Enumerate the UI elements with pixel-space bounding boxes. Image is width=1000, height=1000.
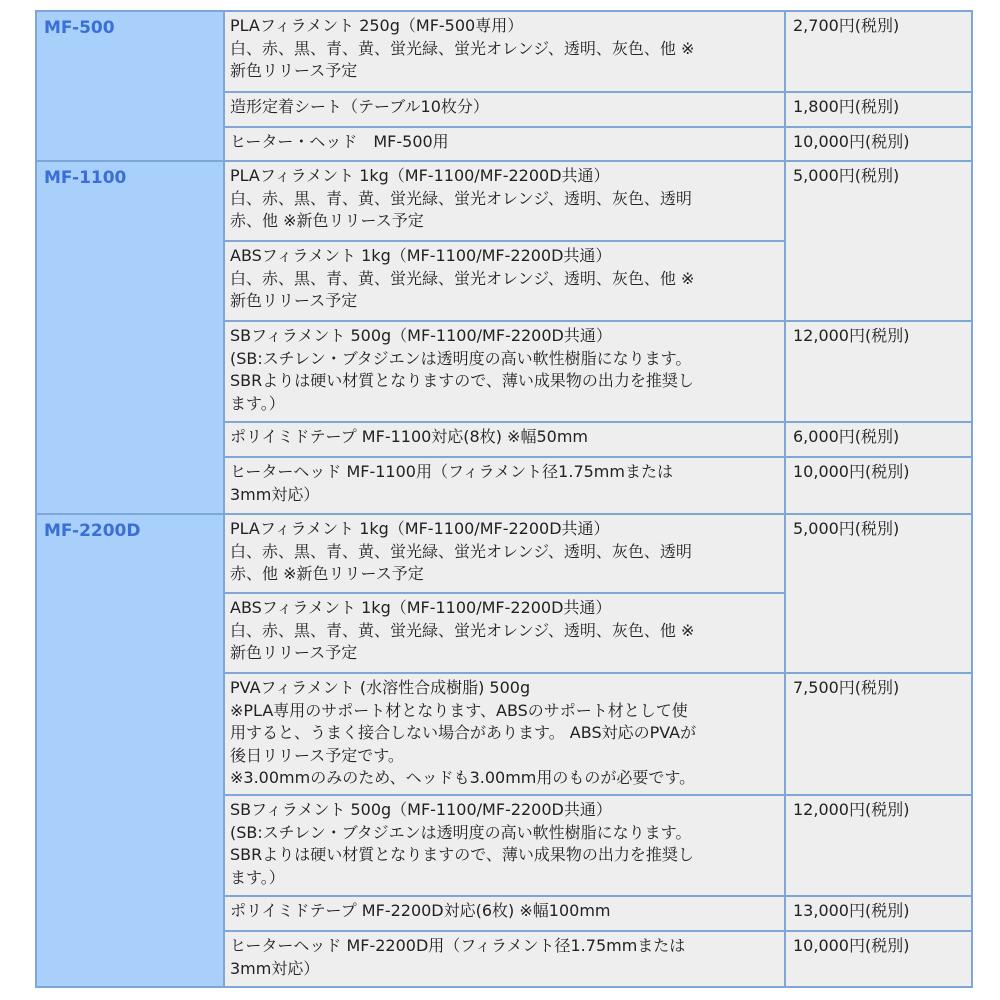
- description-line: 造形定着シート（テーブル10枚分）: [230, 97, 489, 116]
- description-line: 白、赤、黒、青、黄、蛍光緑、蛍光オレンジ、透明、灰色、他 ※: [230, 620, 695, 640]
- model-cell: MF-500: [37, 12, 225, 162]
- description-line: PLAフィラメント 1kg（MF-1100/MF-2200D共通）: [230, 519, 610, 538]
- description-cell: [225, 515, 786, 594]
- price-cell: 5,000円(税別): [786, 162, 973, 322]
- price-cell: 12,000円(税別): [786, 322, 973, 423]
- description-line: 白、赤、黒、青、黄、蛍光緑、蛍光オレンジ、透明、灰色、他 ※: [230, 38, 695, 58]
- price-table: [35, 10, 973, 988]
- price-cell: 10,000円(税別): [786, 458, 973, 515]
- model-cell: MF-1100: [37, 162, 225, 515]
- price-cell: 12,000円(税別): [786, 796, 973, 897]
- description-line: 3mm対応）: [230, 484, 320, 504]
- description-line: ポリイミドテープ MF-1100対応(8枚) ※幅50mm: [230, 427, 588, 446]
- description-cell: [225, 897, 786, 932]
- description-line: ます。）: [230, 867, 285, 887]
- description-line: ヒーターヘッド MF-1100用（フィラメント径1.75mmまたは: [230, 462, 673, 481]
- description-line: SBRよりは硬い材質となりますので、薄い成果物の出力を推奨し: [230, 845, 694, 864]
- description-line: (SB:スチレン・ブタジエンは透明度の高い軟性樹脂になります。: [230, 822, 692, 842]
- description-cell: [225, 322, 786, 423]
- price-table-container: [35, 10, 971, 988]
- price-cell: 7,500円(税別): [786, 674, 973, 796]
- description-line: ABSフィラメント 1kg（MF-1100/MF-2200D共通）: [230, 246, 612, 265]
- description-line: 白、赤、黒、青、黄、蛍光緑、蛍光オレンジ、透明、灰色、透明: [230, 188, 692, 208]
- description-line: 新色リリース予定: [230, 291, 358, 310]
- price-table-body: [37, 12, 973, 988]
- description-line: PLAフィラメント 1kg（MF-1100/MF-2200D共通）: [230, 166, 610, 185]
- price-cell: 2,700円(税別): [786, 12, 973, 93]
- description-line: PLAフィラメント 250g（MF-500専用）: [230, 16, 524, 35]
- description-cell: [225, 674, 786, 796]
- description-line: 赤、他 ※新色リリース予定: [230, 211, 424, 230]
- description-cell: [225, 932, 786, 988]
- description-line: 新色リリース予定: [230, 61, 358, 80]
- price-cell: 10,000円(税別): [786, 128, 973, 162]
- description-line: SBフィラメント 500g（MF-1100/MF-2200D共通）: [230, 326, 612, 345]
- description-line: 3mm対応）: [230, 958, 320, 978]
- description-cell: [225, 423, 786, 458]
- description-cell: [225, 93, 786, 128]
- table-row: [37, 12, 973, 93]
- description-line: ※PLA専用のサポート材となります、ABSのサポート材として使: [230, 700, 688, 720]
- description-line: ヒーター・ヘッド MF-500用: [230, 132, 449, 151]
- price-cell: 1,800円(税別): [786, 93, 973, 128]
- description-line: 赤、他 ※新色リリース予定: [230, 564, 424, 583]
- description-line: ABSフィラメント 1kg（MF-1100/MF-2200D共通）: [230, 598, 612, 617]
- description-line: (SB:スチレン・ブタジエンは透明度の高い軟性樹脂になります。: [230, 348, 692, 368]
- description-cell: [225, 796, 786, 897]
- description-line: 白、赤、黒、青、黄、蛍光緑、蛍光オレンジ、透明、灰色、他 ※: [230, 268, 695, 288]
- price-cell: 5,000円(税別): [786, 515, 973, 674]
- description-cell: [225, 162, 786, 242]
- description-cell: [225, 594, 786, 674]
- price-cell: 6,000円(税別): [786, 423, 973, 458]
- description-line: PVAフィラメント (水溶性合成樹脂) 500g: [230, 678, 531, 697]
- description-line: SBRよりは硬い材質となりますので、薄い成果物の出力を推奨し: [230, 371, 694, 390]
- price-cell: 10,000円(税別): [786, 932, 973, 988]
- description-line: ヒーターヘッド MF-2200D用（フィラメント径1.75mmまたは: [230, 936, 686, 955]
- description-line: SBフィラメント 500g（MF-1100/MF-2200D共通）: [230, 800, 612, 819]
- description-line: ※3.00mmのみのため、ヘッドも3.00mm用のものが必要です。: [230, 768, 696, 787]
- description-line: ポリイミドテープ MF-2200D対応(6枚) ※幅100mm: [230, 901, 611, 920]
- description-line: 新色リリース予定: [230, 643, 358, 662]
- table-row: [37, 162, 973, 242]
- description-cell: [225, 242, 786, 322]
- model-cell: MF-2200D: [37, 515, 225, 988]
- description-line: 用すると、うまく接合しない場合があります。 ABS対応のPVAが: [230, 723, 697, 742]
- description-cell: [225, 458, 786, 515]
- description-line: 白、赤、黒、青、黄、蛍光緑、蛍光オレンジ、透明、灰色、透明: [230, 541, 692, 561]
- description-line: ます。）: [230, 393, 285, 413]
- price-cell: 13,000円(税別): [786, 897, 973, 932]
- description-line: 後日リリース予定です。: [230, 745, 404, 765]
- table-row: [37, 515, 973, 594]
- description-cell: [225, 128, 786, 162]
- description-cell: [225, 12, 786, 93]
